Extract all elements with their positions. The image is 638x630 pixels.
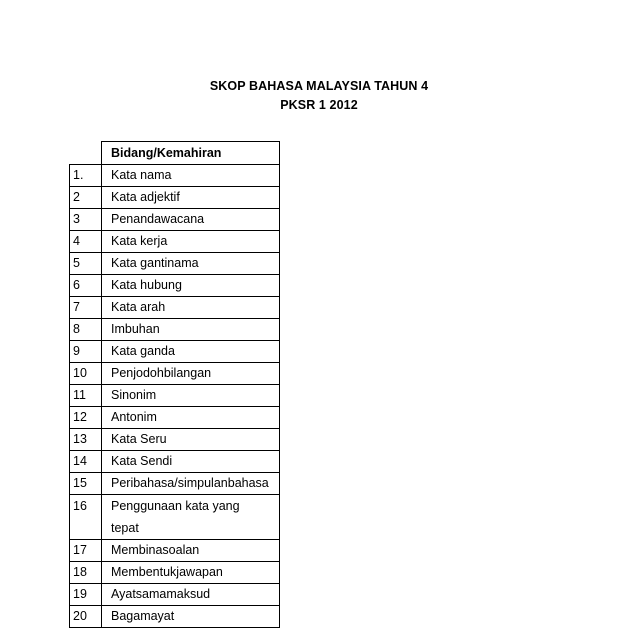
row-label: Kata adjektif (102, 187, 280, 209)
row-number: 20 (70, 606, 102, 628)
row-number: 4 (70, 231, 102, 253)
document-subtitle-text: PKSR 1 2012 (280, 98, 358, 112)
row-number: 19 (70, 584, 102, 606)
row-label: Membentukjawapan (102, 562, 280, 584)
row-number: 7 (70, 297, 102, 319)
document-subtitle (0, 98, 638, 112)
row-label: Kata ganda (102, 341, 280, 363)
row-number: 13 (70, 429, 102, 451)
row-number: 8 (70, 319, 102, 341)
row-label: Kata Sendi (102, 451, 280, 473)
row-label: Kata kerja (102, 231, 280, 253)
table-header-row (70, 142, 280, 165)
row-number: 16 (70, 495, 102, 540)
row-label: Penandawacana (102, 209, 280, 231)
row-label: Ayatsamamaksud (102, 584, 280, 606)
row-label: Imbuhan (102, 319, 280, 341)
header-label-cell: Bidang/Kemahiran (102, 142, 280, 165)
row-number: 10 (70, 363, 102, 385)
table-row (70, 606, 280, 628)
row-number: 1. (70, 165, 102, 187)
table-row (70, 253, 280, 275)
row-number: 9 (70, 341, 102, 363)
table-row (70, 451, 280, 473)
row-label: Kata nama (102, 165, 280, 187)
row-label: Antonim (102, 407, 280, 429)
row-number: 2 (70, 187, 102, 209)
row-number: 3 (70, 209, 102, 231)
table-row (70, 319, 280, 341)
table-row (70, 297, 280, 319)
table-row (70, 495, 280, 540)
row-number: 17 (70, 540, 102, 562)
table-row (70, 165, 280, 187)
document-title (0, 79, 638, 93)
row-number: 15 (70, 473, 102, 495)
row-label: Kata gantinama (102, 253, 280, 275)
row-label: Kata Seru (102, 429, 280, 451)
table-row (70, 275, 280, 297)
table-row (70, 187, 280, 209)
table-row (70, 209, 280, 231)
table-row (70, 231, 280, 253)
table-row (70, 473, 280, 495)
skill-table (69, 141, 280, 628)
row-number: 6 (70, 275, 102, 297)
row-label: Bagamayat (102, 606, 280, 628)
table-row (70, 562, 280, 584)
table-row (70, 363, 280, 385)
row-label: Kata hubung (102, 275, 280, 297)
row-label-line-2: tepat (111, 521, 139, 535)
row-label: Peribahasa/simpulanbahasa (102, 473, 280, 495)
table-row (70, 540, 280, 562)
table-row (70, 385, 280, 407)
row-label-multiline (102, 495, 280, 540)
table-row (70, 341, 280, 363)
row-number: 5 (70, 253, 102, 275)
row-number: 18 (70, 562, 102, 584)
row-label: Penjodohbilangan (102, 363, 280, 385)
table-row (70, 584, 280, 606)
row-number: 14 (70, 451, 102, 473)
row-label-line-1: Penggunaan kata yang (111, 499, 240, 513)
row-label: Membinasoalan (102, 540, 280, 562)
row-label: Kata arah (102, 297, 280, 319)
row-number: 12 (70, 407, 102, 429)
row-number: 11 (70, 385, 102, 407)
document-title-text: SKOP BAHASA MALAYSIA TAHUN 4 (209, 79, 429, 93)
row-label: Sinonim (102, 385, 280, 407)
header-number-cell (70, 142, 102, 165)
table-row (70, 429, 280, 451)
table-row (70, 407, 280, 429)
